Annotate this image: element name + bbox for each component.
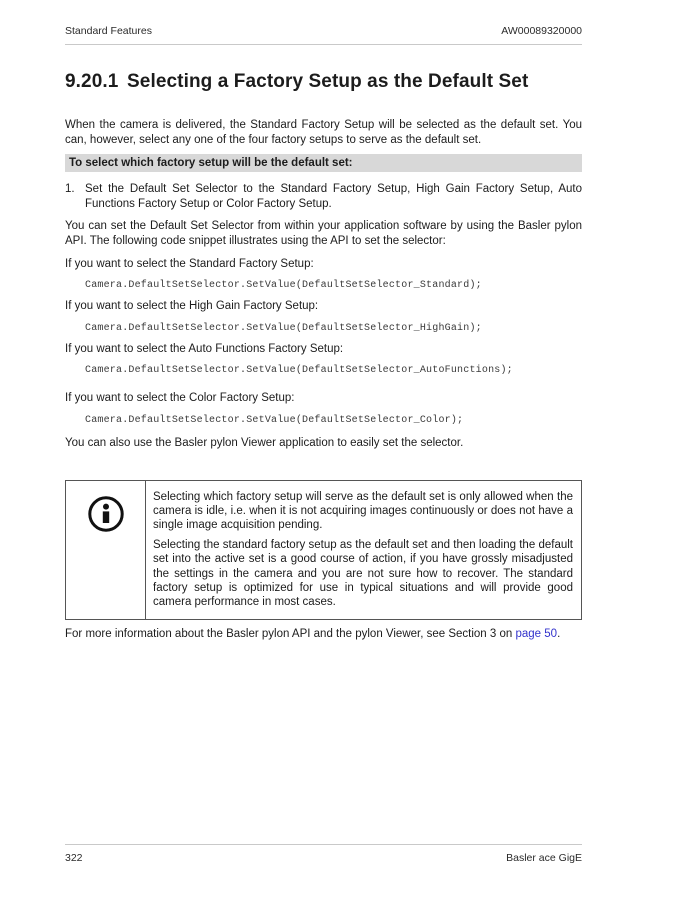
- header-left-text: Standard Features: [65, 25, 152, 37]
- code-highgain: Camera.DefaultSetSelector.SetValue(DefaultSetSelector_HighGain);: [85, 322, 482, 334]
- code-standard: Camera.DefaultSetSelector.SetValue(DefaultSetSelector_Standard);: [85, 280, 482, 292]
- running-footer: [65, 844, 582, 864]
- viewer-paragraph: You can also use the Basler pylon Viewer application to easily set the selector.: [65, 436, 464, 449]
- info-icon: [86, 494, 126, 619]
- procedure-step-1: [65, 182, 582, 211]
- snippet-label-autofunctions: If you want to select the Auto Functions Factory Setup:: [65, 342, 344, 355]
- note-paragraph-1: Selecting which factory setup will serve as the default set is only allowed when the camera is idle, i.e. when it is not acquiring images continuously or does not have a single image acquisition pending.: [153, 490, 573, 531]
- intro-paragraph: When the camera is delivered, the Standard Factory Setup will be selected as the default set. You can, however, select any one of the four factory setups to serve as the default set.: [65, 119, 582, 146]
- note-icon-cell: [66, 481, 146, 619]
- step-number: 1.: [65, 183, 75, 196]
- snippet-label-standard: If you want to select the Standard Factory Setup:: [65, 257, 314, 270]
- section-heading: [65, 71, 582, 93]
- note-text: [146, 481, 581, 619]
- page-50-link[interactable]: page 50: [515, 627, 558, 640]
- snippet-label-color: If you want to select the Color Factory Setup:: [65, 392, 295, 405]
- code-color: Camera.DefaultSetSelector.SetValue(DefaultSetSelector_Color);: [85, 414, 464, 426]
- header-right-text: AW00089320000: [501, 25, 582, 37]
- footer-right-text: Basler ace GigE: [506, 852, 582, 864]
- section-number: 9.20.1: [65, 71, 119, 92]
- api-paragraph: You can set the Default Set Selector from within your application software by using the Basler pylon API. The following code snippet illustrates using the API to set the selector:: [65, 220, 582, 247]
- page-number: 322: [65, 852, 83, 864]
- more-info-period: .: [557, 627, 561, 640]
- more-info-paragraph: [65, 627, 582, 642]
- procedure-heading: To select which factory setup will be the default set:: [65, 154, 582, 172]
- more-info-text: For more information about the Basler pylon API and the pylon Viewer, see Section 3 on: [65, 627, 516, 640]
- step-text: Set the Default Set Selector to the Standard Factory Setup, High Gain Factory Setup, Auto Functions Factory Setup or Color Factory Setup.: [85, 183, 582, 210]
- section-title: Selecting a Factory Setup as the Default Set: [127, 71, 529, 92]
- snippet-label-highgain: If you want to select the High Gain Factory Setup:: [65, 300, 319, 313]
- note-box: [65, 480, 582, 620]
- running-header: [65, 0, 582, 45]
- note-paragraph-2: Selecting the standard factory setup as the default set and then loading the default set into the active set is a good course of action, if you have grossly misadjusted the settings in the camera and you are not sure how to recover. The standard factory setup is optimized for use in typical situations and will provide good camera performance in most cases.: [153, 539, 573, 608]
- code-autofunctions: Camera.DefaultSetSelector.SetValue(DefaultSetSelector_AutoFunctions);: [85, 365, 513, 377]
